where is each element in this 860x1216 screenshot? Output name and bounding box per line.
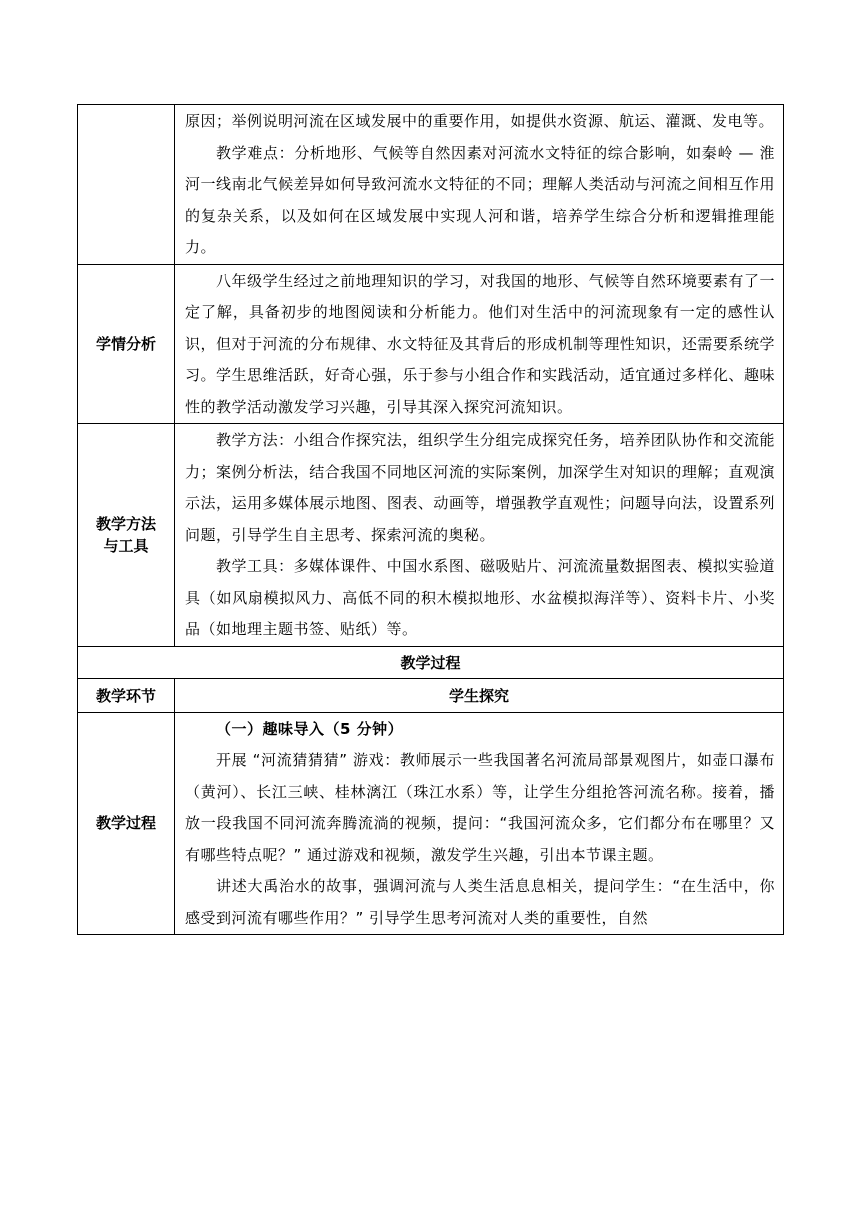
tools-paragraph: 教学工具：多媒体课件、中国水系图、磁吸贴片、河流流量数据图表、模拟实验道具（如风扇模拟风力、高低不同的积木模拟地形、水盆模拟海洋等）、资料卡片、小奖品（如地理主题书签、贴纸）等。 [185,557,775,638]
table-row-teaching-process [78,712,784,935]
process-paragraph-story: 讲述大禹治水的故事，强调河流与人类生活息息相关，提问学生：“在生活中，你感受到河流有哪些作用？” 引导学生思考河流对人类的重要性，自然 [185,877,775,927]
methods-paragraph: 教学方法：小组合作探究法，组织学生分组完成探究任务，培养团队协作和交流能力；案例分析法，结合我国不同地区河流的实际案例，加深学生对知识的理解；直观演示法，运用多媒体展示地图、图表、动画等，增强教学直观性；问题导向法，设置系列问题，引导学生自主思考、探索河流的奥秘。 [185,431,775,544]
column-header-student-inquiry: 学生探究 [175,678,784,712]
column-header-teaching-stage: 教学环节 [78,678,175,712]
table-row-teaching-difficulty [78,105,784,265]
row-label-student-analysis: 学情分析 [78,264,175,424]
row-label-methods-tools [78,424,175,647]
difficulty-paragraph: 教学难点：分析地形、气候等自然因素对河流水文特征的综合影响，如秦岭 — 淮河一线南北气候差异如何导致河流水文特征的不同；理解人类活动与河流之间相互作用的复杂关系，以及如何在区域发展中实现人河和谐，培养学生综合分析和逻辑推理能力。 [185,143,775,256]
table-row-process-header [78,646,784,678]
row-label-methods-line1: 教学方法 [95,514,156,533]
process-paragraph-game: 开展 “河流猜猜猜” 游戏：教师展示一些我国著名河流局部景观图片，如壶口瀑布（黄河）、长江三峡、桂林漓江（珠江水系）等，让学生分组抢答河流名称。接着，播放一段我国不同河流奔腾流淌的视频，提问：“我国河流众多，它们都分布在哪里？又有哪些特点呢？” 通过游戏和视频，激发学生兴趣，引出本节课主题。 [185,751,775,864]
row-label-empty [78,105,175,265]
process-section-title: 教学过程 [78,646,784,678]
table-row-methods-tools [78,424,784,647]
table-row-column-headers [78,678,784,712]
student-analysis-paragraph: 八年级学生经过之前地理知识的学习，对我国的地形、气候等自然环境要素有了一定了解，具备初步的地图阅读和分析能力。他们对生活中的河流现象有一定的感性认识，但对于河流的分布规律、水文特征及其背后的形成机制等理性知识，还需要系统学习。学生思维活跃，好奇心强，乐于参与小组合作和实践活动，适宜通过多样化、趣味性的教学活动激发学习兴趣，引导其深入探究河流知识。 [185,271,775,416]
student-analysis-cell [175,264,784,424]
table-row-student-analysis [78,264,784,424]
difficulty-cell [175,105,784,265]
lesson-plan-table [77,104,784,935]
difficulty-paragraph-continued: 原因；举例说明河流在区域发展中的重要作用，如提供水资源、航运、灌溉、发电等。 [185,112,775,130]
row-label-teaching-process: 教学过程 [78,712,175,935]
methods-tools-cell [175,424,784,647]
row-label-methods-line2: 与工具 [103,536,149,555]
process-subheading: （一）趣味导入（5 分钟） [216,719,404,738]
teaching-process-cell [175,712,784,935]
